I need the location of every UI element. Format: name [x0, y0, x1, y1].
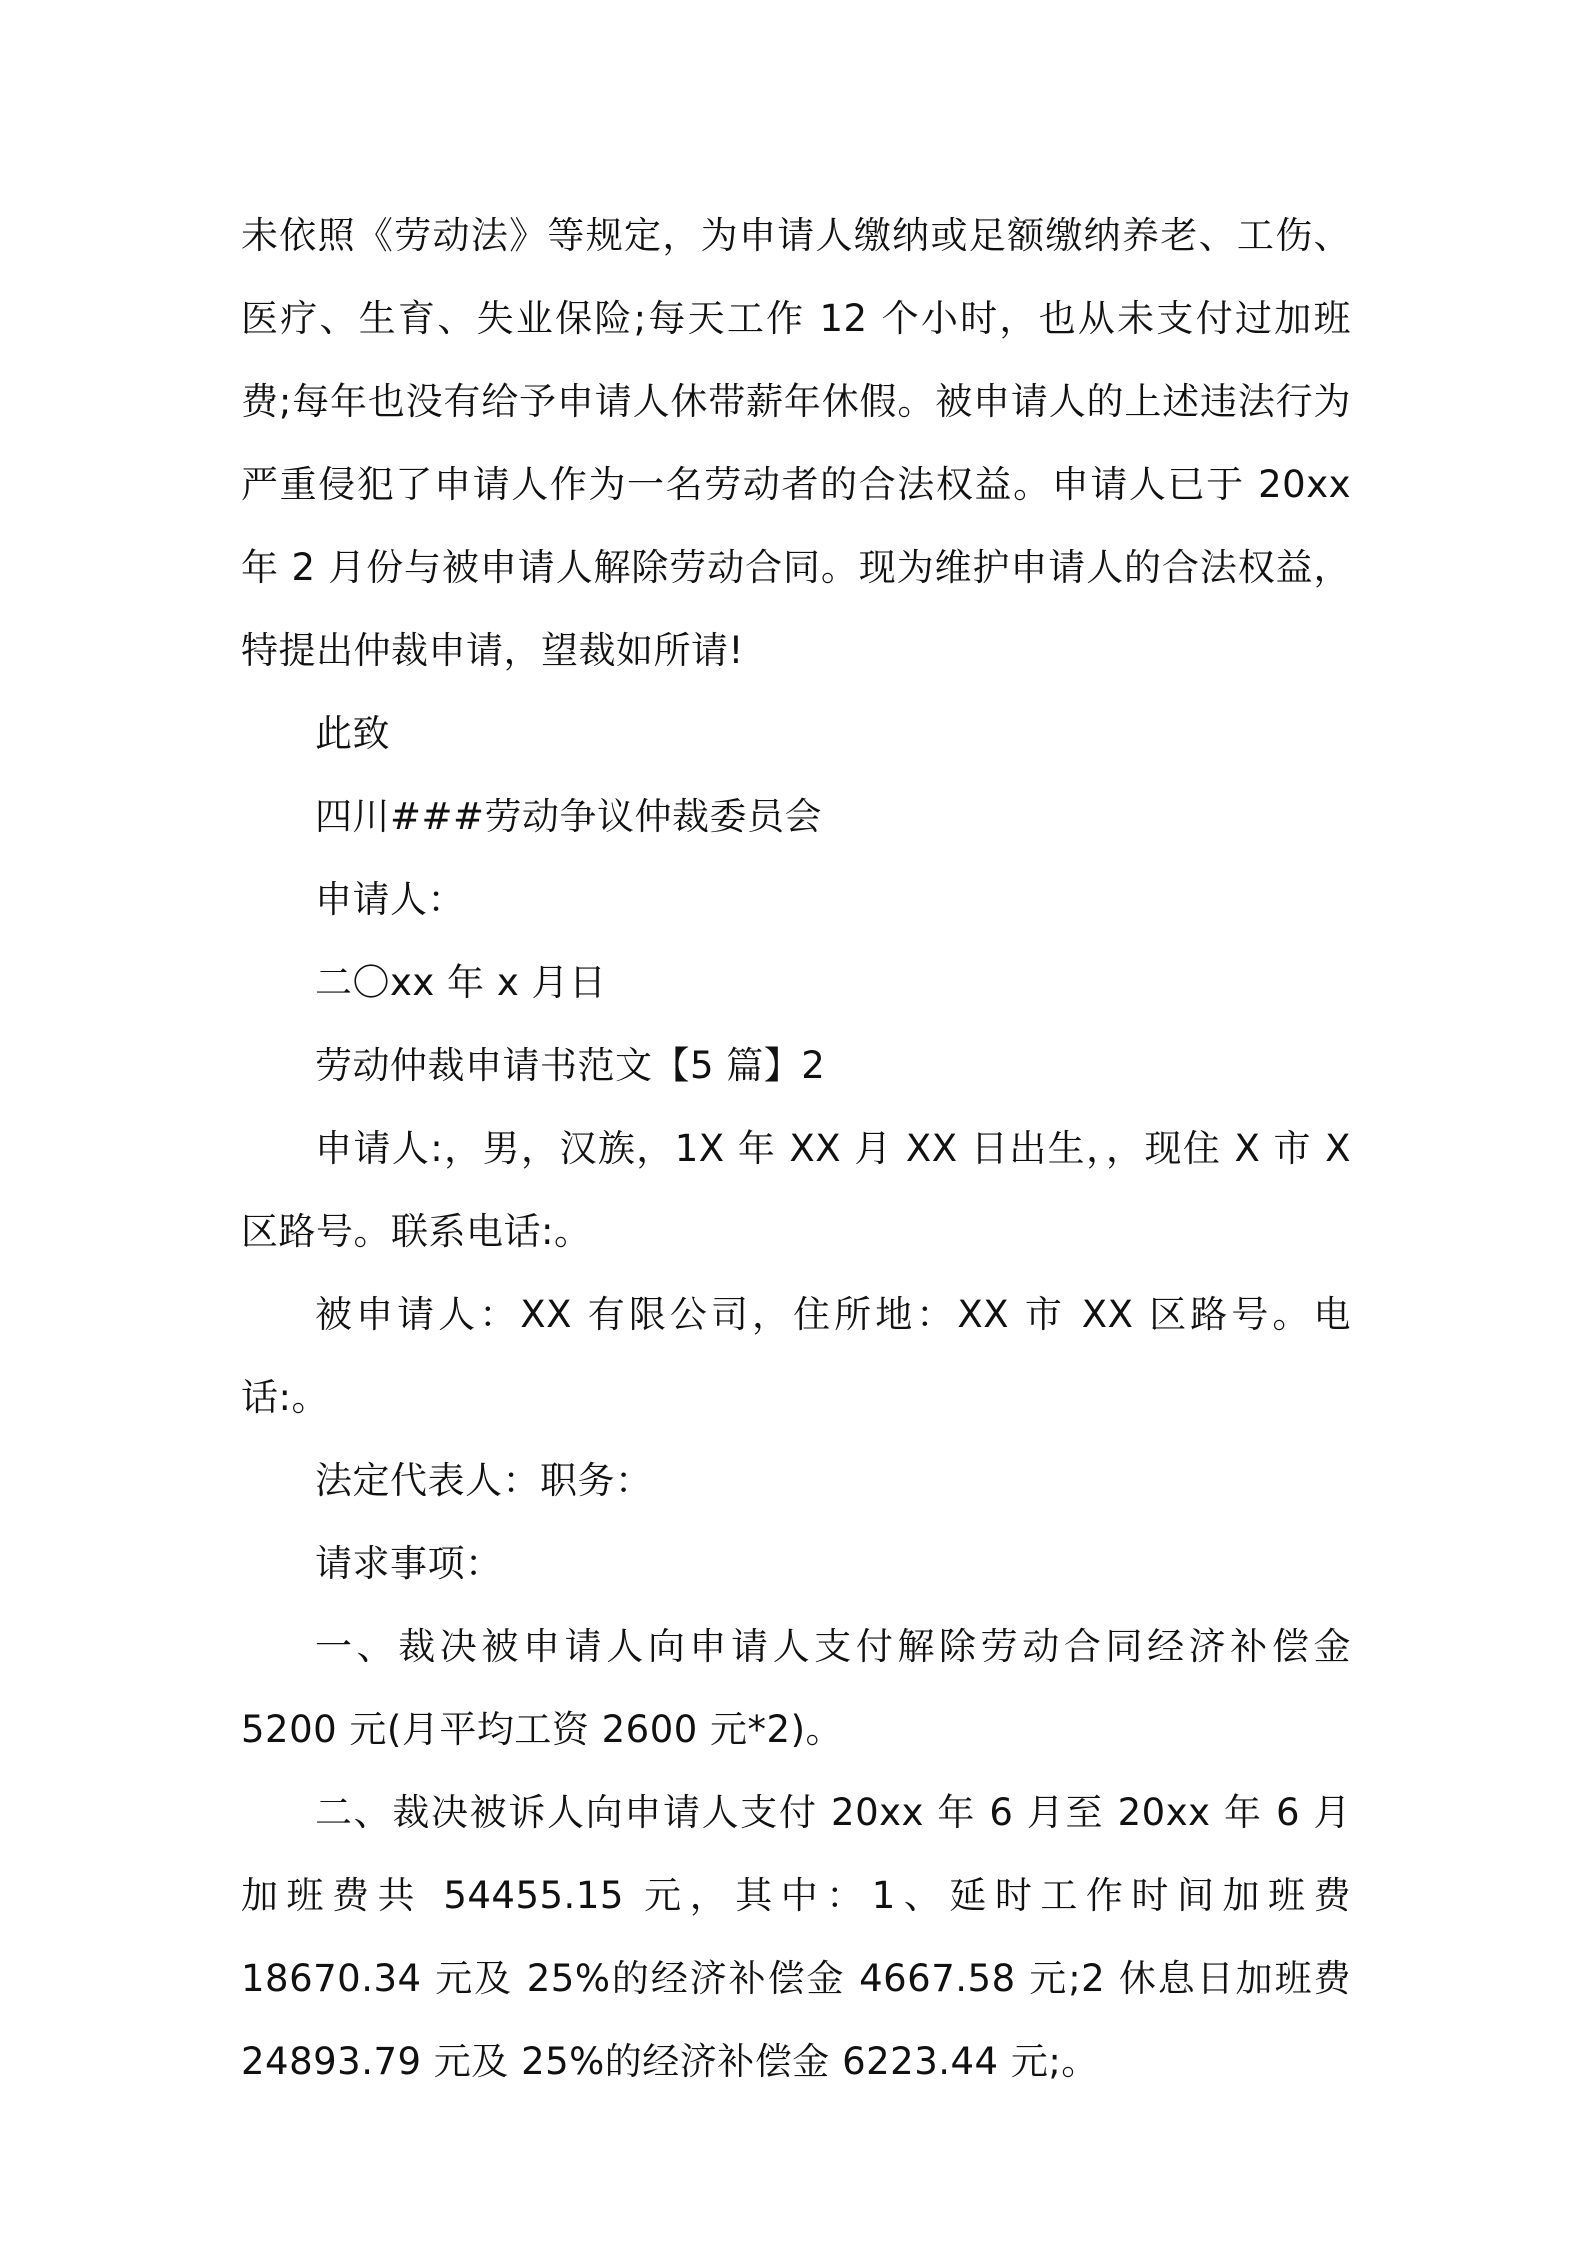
paragraph-legal-representative: 法定代表人：职务： [315, 1459, 653, 1502]
paragraph-recipient: 四川###劳动争议仲裁委员会 [315, 795, 823, 838]
paragraph-claims-heading: 请求事项： [315, 1542, 503, 1585]
paragraph-facts: 未依照《劳动法》等规定，为申请人缴纳或足额缴纳养老、工伤、医疗、生育、失业保险;每天工作 12 个小时，也从未支付过加班费;每年也没有给予申请人休带薪年休假。被申请人的上述违法行为严重侵犯了申请人作为一名劳动者的合法权益。申请人已于 20xx 年 2 月份与被申请人解除劳动合同。现为维护申请人的合法权益，特提出仲裁申请，望裁如所请! [241, 214, 1351, 672]
paragraph-applicant-info: 申请人:，男，汉族，1X 年 XX 月 XX 日出生，，现住 X 市 X 区路号。联系电话:。 [241, 1127, 1351, 1253]
paragraph-claim-1: 一、裁决被申请人向申请人支付解除劳动合同经济补偿金 5200 元(月平均工资 2600 元*2)。 [241, 1625, 1351, 1751]
paragraph-salutation: 此致 [315, 712, 390, 755]
paragraph-respondent-info: 被申请人：XX 有限公司，住所地：XX 市 XX 区路号。电话:。 [241, 1293, 1351, 1419]
section-title: 劳动仲裁申请书范文【5 篇】2 [315, 1044, 826, 1087]
paragraph-date: 二〇xx 年 x 月日 [315, 961, 607, 1004]
paragraph-claim-2: 二、裁决被诉人向申请人支付 20xx 年 6 月至 20xx 年 6 月加班费共 54455.15 元，其中：1、延时工作时间加班费 18670.34 元及 25%的经济补偿金 4667.58 元;2 休息日加班费 24893.79 元及 25%的经济补偿金 6223.44 元;。 [241, 1791, 1351, 2083]
paragraph-applicant-signature: 申请人： [315, 878, 465, 921]
document-body [241, 194, 1351, 2103]
